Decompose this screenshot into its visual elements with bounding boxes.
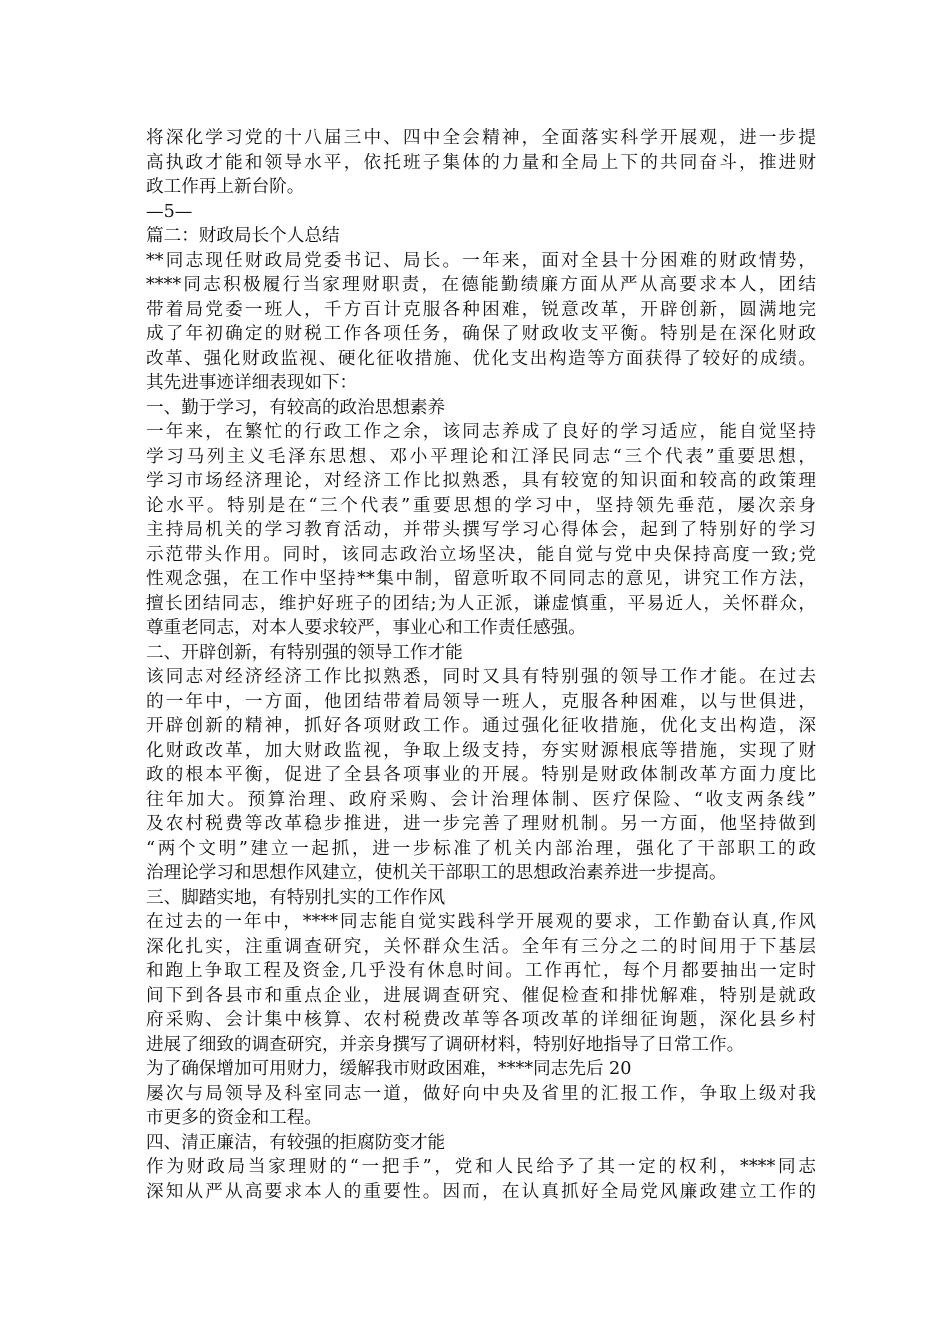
text-line: 该同志对经济经济工作比拟熟悉，同时又具有特别强的领导工作才能。在过去 bbox=[146, 667, 816, 687]
text-line: 政工作再上新台阶。 bbox=[146, 177, 305, 197]
text-line: 政的根本平衡，促进了全县各项事业的开展。特别是财政体制改革方面力度比 bbox=[146, 765, 816, 785]
text-line: 为了确保增加可用财力，缓解我市财政困难，****同志先后 20 bbox=[146, 1059, 632, 1079]
text-line: 进展了细致的调查研究，并亲身撰写了调研材料，特别好地指导了日常工作。 bbox=[146, 1034, 745, 1055]
text-line: 其先进事迹详细表现如下： bbox=[146, 373, 358, 393]
text-line: 和跑上争取工程及资金,几乎没有休息时间。工作再忙，每个月都要抽出一定时 bbox=[146, 961, 816, 981]
text-line: ****同志积极履行当家理财职责，在德能勤绩廉方面从严从高要求本人，团结 bbox=[146, 275, 816, 295]
document-page bbox=[146, 126, 816, 1204]
text-line: **同志现任财政局党委书记、局长。一年来，面对全县十分困难的财政情势， bbox=[146, 250, 816, 271]
text-line: 二、开辟创新，有特别强的领导工作才能 bbox=[146, 642, 463, 663]
text-line: 将深化学习党的十八届三中、四中全会精神，全面落实科学开展观，进一步提 bbox=[146, 128, 816, 148]
text-line: 的一年中，一方面，他团结带着局领导一班人，克服各种困难，以与世俱进， bbox=[146, 691, 816, 712]
text-line: 在过去的一年中，****同志能自觉实践科学开展观的要求，工作勤奋认真,作风 bbox=[146, 912, 816, 932]
text-line: 一年来，在繁忙的行政工作之余，该同志养成了良好的学习适应，能自觉坚持 bbox=[146, 422, 816, 442]
text-line: 学习马列主义毛泽东思想、邓小平理论和江泽民同志“三个代表”重要思想， bbox=[146, 446, 816, 467]
text-line: 性观念强，在工作中坚持**集中制，留意听取不同同志的意见，讲究工作方法， bbox=[146, 569, 816, 589]
text-line: 主持局机关的学习教育活动，并带头撰写学习心得体会，起到了特别好的学习 bbox=[146, 520, 816, 540]
text-line: 四、清正廉洁，有较强的拒腐防变才能 bbox=[146, 1132, 446, 1153]
text-line: 市更多的资金和工程。 bbox=[146, 1108, 322, 1128]
text-line: 学习市场经济理论，对经济工作比拟熟悉，具有较宽的知识面和较高的政策理 bbox=[146, 471, 816, 491]
text-line: 府采购、会计集中核算、农村税费改革等各项改革的详细征询题，深化县乡村 bbox=[146, 1010, 816, 1030]
text-line: 高执政才能和领导水平，依托班子集体的力量和全局上下的共同奋斗，推进财 bbox=[146, 152, 816, 173]
text-line: 带着局党委一班人，千方百计克服各种困难，锐意改革，开辟创新，圆满地完 bbox=[146, 299, 816, 320]
text-line: —5— bbox=[146, 201, 193, 222]
text-line: 成了年初确定的财税工作各项任务，确保了财政收支平衡。特别是在深化财政 bbox=[146, 324, 816, 344]
text-line: “两个文明”建立一起抓，进一步标准了机关内部治理，强化了干部职工的政 bbox=[146, 838, 816, 859]
text-line: 一、勤于学习，有较高的政治思想素养 bbox=[146, 397, 446, 418]
text-line: 开辟创新的精神，抓好各项财政工作。通过强化征收措施，优化支出构造，深 bbox=[146, 716, 816, 736]
text-line: 治理论学习和思想作风建立，使机关干部职工的思想政治素养进一步提高。 bbox=[146, 863, 727, 883]
text-line: 三、脚踏实地，有特别扎实的工作作风 bbox=[146, 887, 446, 908]
text-line: 化财政改革，加大财政监视，争取上级支持，夯实财源根底等措施，实现了财 bbox=[146, 740, 816, 761]
text-line: 改革、强化财政监视、硬化征收措施、优化支出构造等方面获得了较好的成绩。 bbox=[146, 348, 816, 369]
text-line: 往年加大。预算治理、政府采购、会计治理体制、医疗保险、“收支两条线” bbox=[146, 789, 816, 810]
text-line: 论水平。特别是在“三个代表”重要思想的学习中，坚持领先垂范，屡次亲身 bbox=[146, 495, 816, 516]
text-line: 尊重老同志，对本人要求较严，事业心和工作责任感强。 bbox=[146, 618, 586, 638]
text-line: 间下到各县市和重点企业，进展调查研究、催促检查和排忧解难，特别是就政 bbox=[146, 985, 816, 1006]
text-line: 屡次与局领导及科室同志一道，做好向中央及省里的汇报工作，争取上级对我 bbox=[146, 1083, 816, 1104]
text-line: 作为财政局当家理财的“一把手”，党和人民给予了其一定的权利，****同志 bbox=[146, 1157, 816, 1177]
text-line: 示范带头作用。同时，该同志政治立场坚决，能自觉与党中央保持高度一致;党 bbox=[146, 544, 816, 565]
text-line: 深知从严从高要求本人的重要性。因而，在认真抓好全局党风廉政建立工作的 bbox=[146, 1181, 816, 1202]
text-line: 及农村税费等改革稳步推进，进一步完善了理财机制。另一方面，他坚持做到 bbox=[146, 814, 816, 834]
text-line: 深化扎实，注重调查研究，关怀群众生活。全年有三分之二的时间用于下基层 bbox=[146, 936, 816, 957]
text-line: 篇二：财政局长个人总结 bbox=[146, 226, 340, 246]
text-line: 擅长团结同志，维护好班子的团结;为人正派，谦虚慎重，平易近人，关怀群众， bbox=[146, 593, 816, 614]
